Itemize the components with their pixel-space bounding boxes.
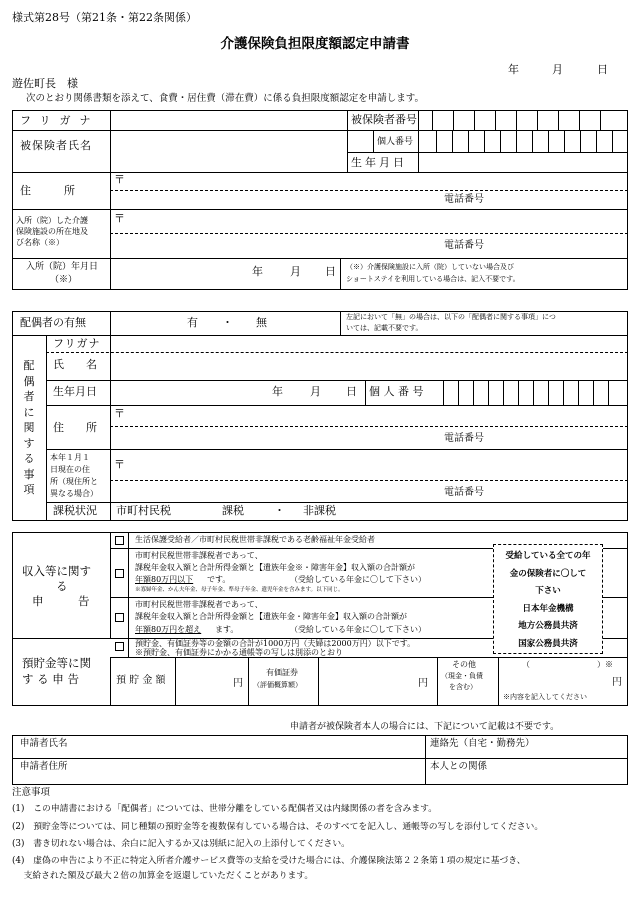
facility-postal-mark: 〒 (114, 212, 125, 225)
income-option-2-line-1: 市町村民税世帯非課税者であって、 (135, 551, 263, 560)
facility-label-3: び名称（※） (16, 238, 64, 247)
tax-status-label: 課税状況 (53, 504, 97, 517)
spouse-name-label: 氏 名 (53, 358, 97, 371)
facility-label-2: 保険施設の所在地及 (16, 227, 88, 236)
date-year-label: 年 (508, 63, 519, 76)
jan1-address-label-2: 日現在の住 (50, 465, 90, 474)
spouse-address-label: 住 所 (53, 421, 97, 434)
note-item-1: (1) この申請書における「配偶者」については、世帯分離をしている配偶者又は内縁関係の者を含みます。 (12, 804, 438, 814)
pension-note-line-2: 金の保険者に〇して (509, 568, 587, 579)
income-option-3-line-1: 市町村民税世帯非課税者であって、 (135, 600, 263, 609)
spouse-birthdate-label: 生年月日 (53, 385, 97, 398)
pension-insurer-note (493, 544, 603, 654)
income-option-2-checkbox[interactable] (115, 569, 124, 578)
savings-section-label-2: す る 申 告 (22, 672, 79, 686)
insured-number-label: 被保険者番号 (351, 113, 417, 126)
income-section-label: 収入等に関す (22, 564, 91, 578)
insured-section (12, 110, 628, 290)
savings-section-label: 預貯金等に関 (22, 656, 91, 670)
spouse-section-label: 配偶者に関する事項 (23, 359, 35, 496)
pension-insurer-nenkin[interactable]: 日本年金機構 (522, 603, 574, 614)
securities-label: 有価証券 (266, 668, 298, 677)
income-option-3-checkbox[interactable] (115, 613, 124, 622)
admit-year: 年 (252, 265, 263, 278)
insured-name-label: 被保険者氏名 (20, 139, 92, 152)
jan1-phone-label: 電話番号 (444, 487, 484, 498)
income-option-3-suffix: ます。 (215, 625, 239, 634)
deposit-yen: 円 (233, 678, 243, 689)
spouse-birth-day: 日 (346, 385, 357, 398)
postal-mark: 〒 (114, 173, 125, 186)
spouse-furigana-label: フリガナ (53, 337, 101, 350)
tax-separator: ・ (274, 504, 285, 517)
spouse-phone-label: 電話番号 (444, 433, 484, 444)
income-option-3-line-2: 課税年金収入額と合計所得金額と【遺族年金・障害年金】収入額の合計額が (135, 612, 407, 621)
spouse-postal-mark: 〒 (114, 407, 125, 420)
facility-phone-label: 電話番号 (444, 240, 484, 251)
securities-yen: 円 (418, 678, 428, 689)
insured-birthdate-label: 生年月日 (351, 156, 407, 169)
jan1-address-label-3: 所（現住所と (50, 477, 98, 486)
spouse-birth-year: 年 (272, 385, 283, 398)
form-number: 様式第28号（第21条・第22条関係） (12, 11, 197, 24)
savings-option-1-text: 預貯金、有価証券等の金額の合計が1000万円（夫婦は2000万円）以下です。 (135, 639, 416, 648)
pension-note-line-1: 受給している全ての年 (505, 551, 591, 561)
pension-insurer-kokka[interactable]: 国家公務員共済 (518, 638, 578, 649)
admit-note-2: ショートステイを利用している場合は、記入不要です。 (346, 275, 520, 283)
income-section-label-2: る (56, 579, 68, 593)
note-item-4: (4) 虚偽の申告により不正に特定入所者介護サービス費等の支給を受けた場合には、介護保険法第２２条第１項の規定に基づき、 (12, 856, 526, 866)
other-yen: 円 (612, 677, 622, 688)
income-option-2-instruction: （受給している年金に〇して下さい） (290, 575, 426, 584)
intro-text: 次のとおり関係書類を添えて、食費・居住費（滞在費）に係る負担限度額認定を申請します。 (26, 93, 425, 104)
spouse-separator: ・ (222, 316, 233, 329)
taxed-option[interactable]: 課税 (222, 504, 244, 517)
other-paren-close: ）※ (597, 660, 613, 669)
facility-label: 入所（院）した介護 (16, 216, 88, 225)
applicant-relation-label: 本人との関係 (430, 761, 488, 772)
pension-note-line-3: 下さい (535, 586, 561, 596)
other-paren-open: （ (522, 660, 530, 669)
other-label-2: （現金・負債 (441, 672, 483, 680)
income-option-1-text: 生活保護受給者／市町村民税世帯非課税である老齢福祉年金受給者 (135, 535, 375, 544)
securities-label-2: （評価概算額） (253, 681, 302, 689)
spouse-yes-option[interactable]: 有 (187, 316, 198, 329)
date-day-label: 日 (597, 63, 608, 76)
insured-personal-number-label: 個人番号 (377, 137, 414, 147)
applicant-contact-label: 連絡先（自宅・勤務先） (430, 738, 535, 749)
insured-address-label: 住 所 (20, 184, 75, 197)
spouse-personal-number-label: 個 人 番 号 (369, 385, 424, 398)
note-item-3: (3) 書き切れない場合は、余白に記入するか又は別紙に記入の上添付してください。 (12, 839, 350, 849)
pension-insurer-chiho[interactable]: 地方公務員共済 (518, 621, 578, 631)
other-label-3: を含む） (449, 683, 477, 691)
note-item-2: (2) 預貯金等については、同じ種類の預貯金等を複数保有している場合は、そのすべてを記入し、通帳等の写しを添付してください。 (12, 822, 544, 832)
admit-month: 月 (290, 265, 301, 278)
spouse-birth-month: 月 (310, 385, 321, 398)
jan1-postal-mark: 〒 (114, 458, 125, 471)
income-section-label-3: 申 告 (32, 594, 90, 608)
income-option-3-instruction: （受給している年金に〇して下さい） (290, 625, 426, 634)
income-option-2-footnote: ※寡婦年金、かん夫年金、母子年金、準母子年金、遺児年金を含みます。以下同じ。 (135, 587, 344, 593)
insured-phone-label: 電話番号 (444, 194, 484, 205)
income-option-1-checkbox[interactable] (115, 536, 124, 545)
income-option-2-line-2: 課税年金収入額と合計所得金額と【遺族年金※・障害年金】収入額の合計額が (135, 563, 415, 572)
income-option-2-suffix: です。 (207, 575, 231, 584)
applicant-address-label: 申請者住所 (20, 761, 68, 772)
note-item-4-cont: 支給された額及び最大２倍の加算金を返還していただくことがあります。 (12, 871, 314, 881)
jan1-address-label-4: 異なる場合） (50, 489, 98, 498)
tax-city-label: 市町村民税 (116, 504, 171, 517)
spouse-presence-label: 配偶者の有無 (20, 316, 86, 329)
admit-note: （※）介護保険施設に入所（院）していない場合及び (346, 263, 514, 271)
applicant-name-label: 申請者氏名 (20, 738, 68, 749)
savings-option-2-text: ※預貯金、有価証券にかかる通帳等の写しは別添のとおり (135, 648, 343, 657)
deposit-label: 預 貯 金 額 (116, 675, 166, 686)
spouse-note-2: いては、記載不要です。 (346, 324, 423, 332)
other-note: ※内容を記入してください (503, 693, 587, 701)
income-option-3-threshold: 年額80万円を超え (135, 625, 202, 634)
applicant-section (12, 735, 628, 785)
insured-furigana-label: フリガナ (20, 114, 100, 127)
income-option-2-threshold: 年額80万円以下 (135, 575, 194, 584)
savings-option-1-checkbox[interactable] (115, 642, 124, 651)
admit-day: 日 (325, 265, 336, 278)
spouse-section (12, 311, 628, 521)
nontaxed-option[interactable]: 非課税 (303, 504, 336, 517)
admit-date-label: 入所（院）年月日 (26, 262, 99, 272)
other-label: その他 (452, 660, 476, 669)
jan1-address-label: 本年１月１ (50, 453, 90, 462)
spouse-no-option[interactable]: 無 (256, 316, 267, 329)
addressee: 遊佐町長 様 (12, 77, 78, 90)
notes-heading: 注意事項 (12, 787, 51, 798)
spouse-note: 左記において「無」の場合は、以下の「配偶者に関する事項」につ (346, 313, 556, 321)
page-title: 介護保険負担限度額認定申請書 (220, 36, 410, 52)
date-month-label: 月 (552, 63, 563, 76)
admit-date-label-2: （※） (50, 275, 78, 285)
applicant-note: 申請者が被保険者本人の場合には、下記について記載は不要です。 (290, 722, 560, 732)
